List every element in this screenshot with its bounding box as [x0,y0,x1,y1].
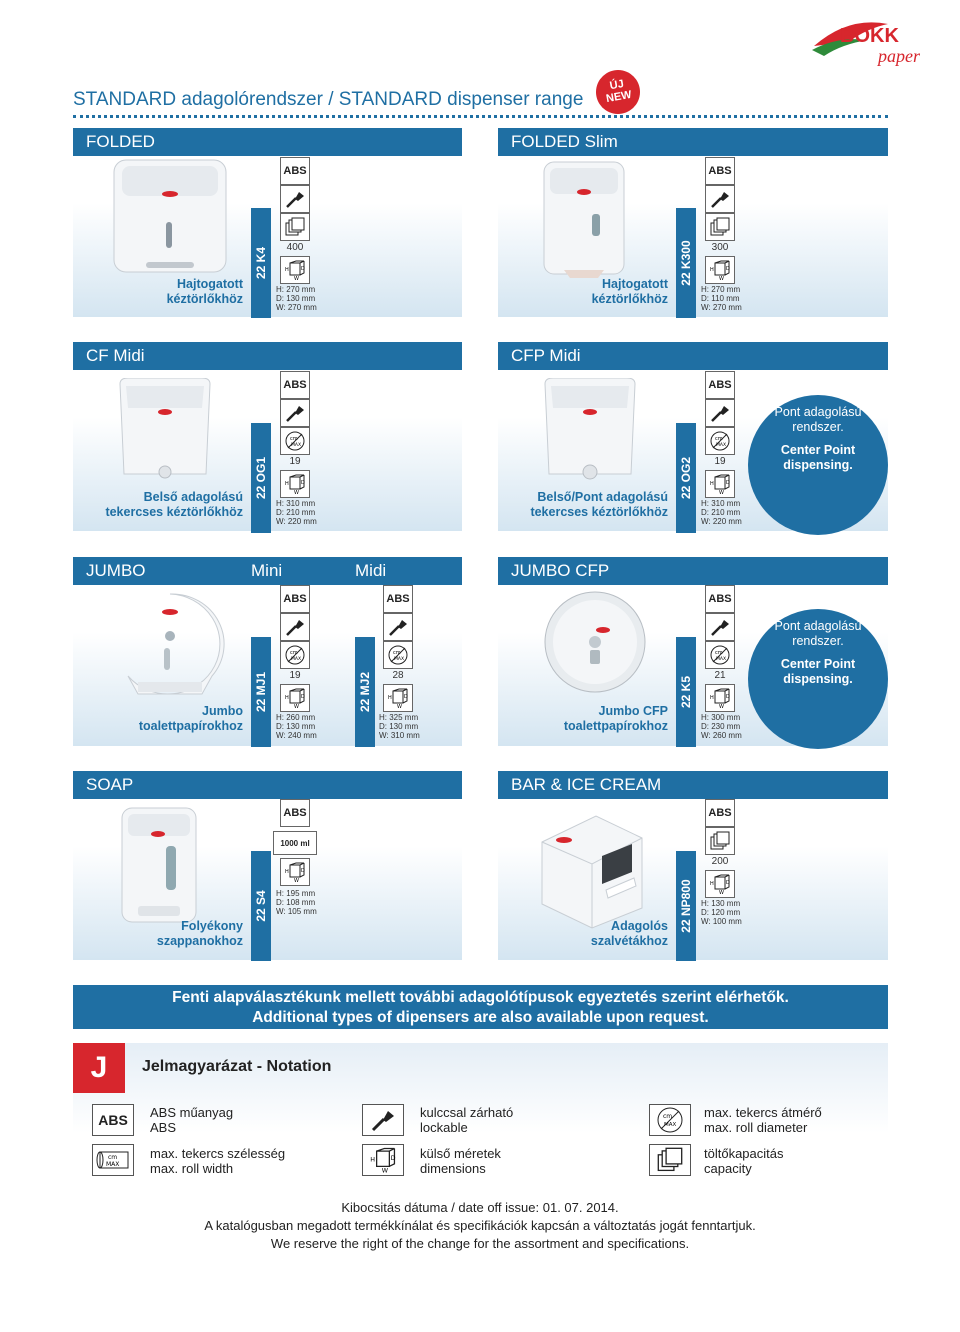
legend-letter: J [73,1043,125,1093]
jumbo-dispenser-image [108,590,232,707]
legend-roll-width: max. tekercs szélesség max. roll width [150,1146,286,1176]
jumbo-midi-diameter: 28 [392,670,404,681]
folded-slim-dimensions: H: 270 mm D: 110 mm W: 270 mm [701,285,742,312]
bar-dimensions: H: 130 mm D: 120 mm W: 100 mm [701,899,742,926]
abs-icon: ABS [92,1104,134,1136]
roll-diameter-icon [649,1104,691,1136]
capacity-icon [705,827,735,855]
svg-text:H: H [710,481,714,487]
svg-text:D: D [726,694,730,700]
jumbo-mini-code: 22 MJ1 [251,637,271,747]
svg-text:cm: cm [290,650,298,656]
svg-text:MAX: MAX [716,657,727,662]
roll-diameter-icon [280,641,310,669]
abs-icon: ABS [280,799,310,827]
svg-text:W: W [294,878,299,883]
key-icon [280,613,310,641]
svg-text:D: D [726,880,730,886]
bar-name: Adagolós szalvétákhoz [590,919,668,948]
svg-text:MAX: MAX [394,657,405,662]
legend-title: Jelmagyarázat - Notation [142,1058,332,1075]
folded-dispenser-image [100,158,240,281]
svg-text:D: D [726,266,730,272]
svg-text:W: W [719,704,724,709]
legend-abs: ABS műanyag ABS [150,1105,234,1135]
svg-text:W: W [719,276,724,281]
abs-icon: ABS [705,371,735,399]
key-icon [280,399,310,427]
soap-code: 22 S4 [251,851,271,961]
footer-disclaimer-en: We reserve the right of the change for the assortment and specifications. [270,1236,690,1251]
dimensions-icon [705,684,735,712]
legend-lockable: kulccsal zárható lockable [420,1105,514,1135]
svg-text:D: D [390,1155,396,1162]
svg-text:cm: cm [290,436,298,442]
roll-diameter-icon [705,427,735,455]
section-folded: FOLDED [73,128,462,156]
jumbo-cfp-dimensions: H: 300 mm D: 230 mm W: 260 mm [701,713,742,740]
soap-dimensions: H: 195 mm D: 108 mm W: 105 mm [276,889,317,916]
cfp-midi-code: 22 OG2 [676,423,696,533]
center-point-badge: Pont adagolású rendszer. Center Point dispensing. [748,609,888,749]
capacity-icon [649,1144,691,1176]
svg-text:W: W [381,1167,389,1174]
cfp-midi-dispenser-image [535,378,645,487]
dimensions-icon [383,684,413,712]
bar-capacity: 200 [711,856,729,867]
center-point-badge: Pont adagolású rendszer. Center Point dispensing. [748,395,888,535]
brand-logo [808,6,948,68]
svg-text:W: W [719,890,724,895]
new-badge: ÚJ NEW [593,67,644,118]
svg-text:MAX: MAX [291,657,302,662]
svg-text:D: D [301,694,305,700]
dimensions-icon [705,470,735,498]
key-icon [705,399,735,427]
dimensions-icon [362,1144,404,1176]
svg-text:MAX: MAX [291,443,302,448]
title-divider [73,115,888,118]
abs-icon: ABS [705,799,735,827]
dimensions-icon [705,870,735,898]
roll-diameter-icon [383,641,413,669]
svg-text:MAX: MAX [664,1122,677,1128]
folded-slim-capacity: 300 [711,242,729,253]
jumbo-cfp-dispenser-image [533,590,657,707]
section-cfp-midi: CFP Midi [498,342,888,370]
jumbo-midi-dimensions: H: 325 mm D: 130 mm W: 310 mm [379,713,420,740]
svg-text:H: H [285,869,289,875]
svg-text:D: D [301,266,305,272]
cfp-midi-name: Belső/Pont adagolású tekercses kéztörlőkhöz [530,490,668,519]
folded-name: Hajtogatott kéztörlőkhöz [166,277,243,306]
roll-diameter-icon [280,427,310,455]
folded-slim-dispenser-image [530,160,640,285]
svg-text:cm: cm [663,1113,673,1120]
jumbo-midi-code: 22 MJ2 [355,637,375,747]
svg-text:MAX: MAX [716,443,727,448]
svg-text:cm: cm [715,436,723,442]
jumbo-cfp-name: Jumbo CFP toalettpapírokhoz [563,704,668,733]
folded-slim-name: Hajtogatott kéztörlőkhöz [591,277,668,306]
folded-code: 22 K4 [251,208,271,318]
dimensions-icon [280,470,310,498]
jumbo-mini-dimensions: H: 260 mm D: 130 mm W: 240 mm [276,713,317,740]
svg-text:H: H [388,695,392,701]
section-jumbo-cfp: JUMBO CFP [498,557,888,585]
bar-code: 22 NP800 [676,851,696,961]
jumbo-mini-label: Mini [251,561,283,580]
svg-text:cm: cm [393,650,401,656]
cf-midi-code: 22 OG1 [251,423,271,533]
section-bar-ice-cream: BAR & ICE CREAM [498,771,888,799]
svg-text:cm: cm [715,650,723,656]
abs-icon: ABS [280,371,310,399]
footer-issue-date: Kibocsitás dátuma / date off issue: 01. 07. 2014. [341,1200,619,1215]
section-folded-slim: FOLDED Slim [498,128,888,156]
key-icon [383,613,413,641]
soap-dispenser-image [118,806,200,931]
svg-text:MAX: MAX [106,1161,120,1168]
svg-text:W: W [397,704,402,709]
dimensions-icon [705,256,735,284]
jumbo-cfp-diameter: 21 [714,670,726,681]
roll-width-icon [92,1144,134,1176]
availability-note: Fenti alapválasztékunk mellett további adagolótípusok egyeztetés szerint elérhetők. Additional types of dipensers are also available upon request. [73,985,888,1029]
capacity-icon [280,213,310,241]
section-soap: SOAP [73,771,462,799]
jumbo-cfp-code: 22 K5 [676,637,696,747]
svg-text:H: H [710,267,714,273]
svg-text:D: D [301,480,305,486]
key-icon [705,185,735,213]
folded-capacity: 400 [286,242,304,253]
cf-midi-dispenser-image [110,378,220,487]
abs-icon: ABS [280,585,310,613]
footer-disclaimer-hu: A katalógusban megadott termékkínálat és specifikációk kapcsán a változtatás jogát fenntartjuk. [204,1218,756,1233]
folded-dimensions: H: 270 mm D: 130 mm W: 270 mm [276,285,317,312]
jumbo-mini-diameter: 19 [289,670,301,681]
section-cf-midi: CF Midi [73,342,462,370]
abs-icon: ABS [383,585,413,613]
cfp-midi-diameter: 19 [714,456,726,467]
dimensions-icon [280,256,310,284]
logo-text: BOKK [840,25,899,47]
cf-midi-name: Belső adagolású tekercses kéztörlőkhöz [105,490,243,519]
svg-text:H: H [285,267,289,273]
svg-text:H: H [285,481,289,487]
abs-icon: ABS [280,157,310,185]
legend-dimensions: külső méretek dimensions [420,1146,501,1176]
svg-text:W: W [719,490,724,495]
svg-text:D: D [301,868,305,874]
soap-volume: 1000 ml [273,831,317,855]
capacity-icon [705,213,735,241]
jumbo-midi-label: Midi [355,561,387,580]
abs-icon: ABS [705,157,735,185]
abs-icon: ABS [705,585,735,613]
svg-text:H: H [370,1156,376,1164]
svg-text:W: W [294,704,299,709]
cfp-midi-dimensions: H: 310 mm D: 210 mm W: 220 mm [701,499,742,526]
cf-midi-dimensions: H: 310 mm D: 210 mm W: 220 mm [276,499,317,526]
folded-slim-code: 22 K300 [676,208,696,318]
key-icon [705,613,735,641]
logo-sub: paper [878,46,920,66]
key-icon [362,1104,404,1136]
svg-text:D: D [726,480,730,486]
svg-text:W: W [294,490,299,495]
roll-diameter-icon [705,641,735,669]
legend-roll-diameter: max. tekercs átmérő max. roll diameter [704,1105,822,1135]
key-icon [280,185,310,213]
svg-text:cm: cm [108,1154,118,1161]
page-title: STANDARD adagolórendszer / STANDARD dispenser range [73,89,584,110]
jumbo-name: Jumbo toalettpapírokhoz [138,704,243,733]
dimensions-icon [280,858,310,886]
svg-text:W: W [294,276,299,281]
legend-capacity: töltőkapacitás capacity [704,1146,784,1176]
soap-name: Folyékony szappanokhoz [156,919,243,948]
svg-text:D: D [404,694,408,700]
dimensions-icon [280,684,310,712]
svg-text:H: H [285,695,289,701]
svg-text:H: H [710,695,714,701]
cf-midi-diameter: 19 [289,456,301,467]
svg-text:H: H [710,881,714,887]
section-jumbo: JUMBO Mini Midi [73,557,462,585]
